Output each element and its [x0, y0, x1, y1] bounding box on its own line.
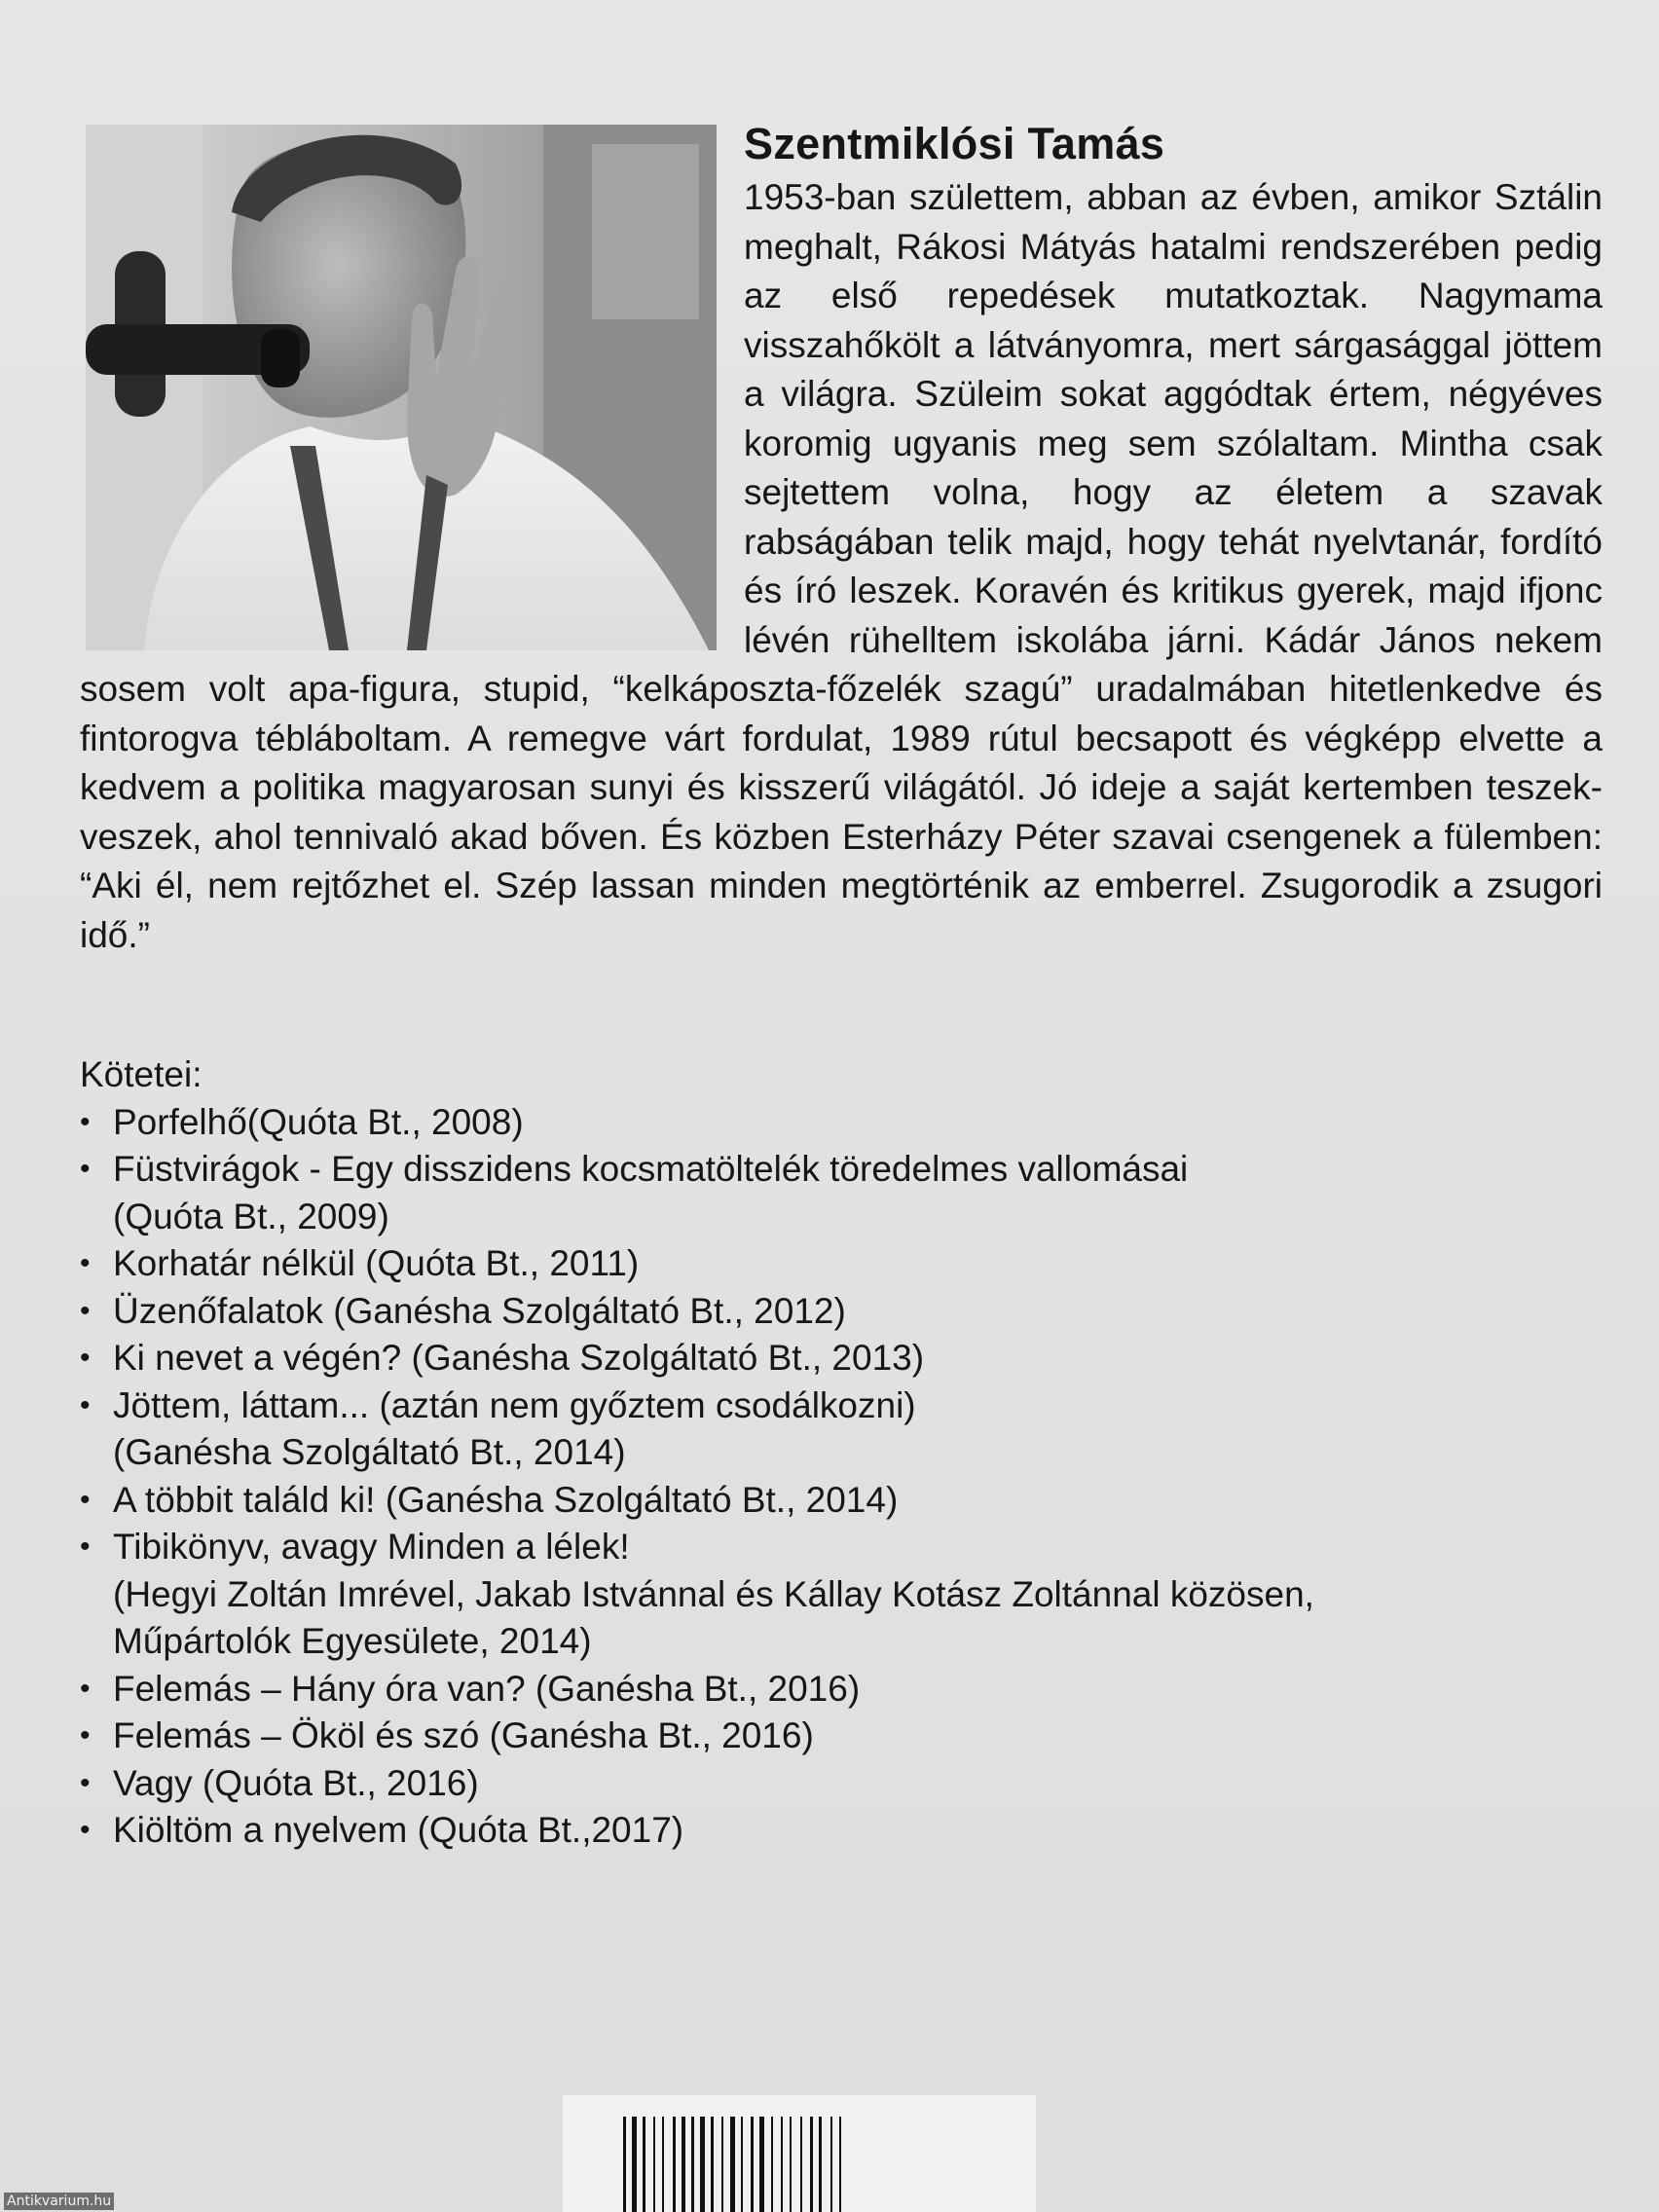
barcode-bar [653, 2117, 655, 2212]
volume-title: A többit találd ki! (Ganésha Szolgáltató Bt., 2014) [113, 1479, 899, 1520]
volumes-list [80, 1099, 1599, 1855]
volume-title: Üzenőfalatok (Ganésha Szolgáltató Bt., 2012) [113, 1290, 846, 1331]
list-item [80, 1760, 1599, 1808]
volume-title: Felemás – Ököl és szó (Ganésha Bt., 2016) [113, 1715, 814, 1755]
barcode-bar [839, 2117, 841, 2212]
bullet-icon: • [80, 1342, 91, 1374]
barcode [563, 2095, 1036, 2212]
list-item [80, 1382, 1599, 1477]
barcode-bar [790, 2117, 792, 2212]
author-bio: 1953-ban születtem, abban az évben, amikor Sztálin meghalt, Rákosi Mátyás hatalmi rendszerében pedig az első repedések mutatkoztak. Nagymama visszahőkölt a látványomra, mert sárgasággal jöttem a világra. Szüleim sokat aggódtak értem, négyéves koromig ugyanis meg sem szólaltam. Mintha csak sejtettem volna, hogy az életem a szavak rabságában telik majd, hogy tehát nyelvtanár, fordító és író leszek. Koravén és kritikus gyerek, majd ifjonc lévén rühelltem iskolába járni. Kádár János nekem sosem volt apa-figura, stupid, “kelkáposzta-főzelék szagú” uradalmában hitetlenkedve és fintorogva tébláboltam. A remegve várt fordulat, 1989 rútul becsapott és végképp elvette a kedvem a politika magyarosan sunyi és kisszerű világától. Jó ideje a saját kertemben teszek-veszek, ahol tennivaló akad bőven. És közben Esterházy Péter szavai csengenek a fülemben: “Aki él, nem rejtőzhet el. Szép lassan minden megtörténik az emberrel. Zsugorodik a zsugori idő.” [80, 177, 1603, 955]
barcode-bar [759, 2117, 764, 2212]
volume-title: Porfelhő(Quóta Bt., 2008) [113, 1101, 524, 1142]
barcode-bar [632, 2117, 637, 2212]
volume-title: Ki nevet a végén? (Ganésha Szolgáltató Bt., 2013) [113, 1338, 925, 1378]
list-item [80, 1335, 1599, 1382]
barcode-bar [721, 2117, 723, 2212]
barcode-bar [741, 2117, 743, 2212]
barcode-bar [819, 2117, 822, 2212]
bullet-icon: • [80, 1483, 91, 1516]
list-item [80, 1477, 1599, 1525]
barcode-graphic [563, 2095, 1036, 2212]
volume-title: Tibikönyv, avagy Minden a lélek! [113, 1527, 630, 1567]
barcode-bar [810, 2117, 813, 2212]
barcode-bar [691, 2117, 694, 2212]
volume-publisher: (Ganésha Szolgáltató Bt., 2014) [113, 1432, 626, 1472]
list-item [80, 1288, 1599, 1336]
barcode-bar [830, 2117, 832, 2212]
bullet-icon: • [80, 1105, 91, 1138]
list-item [80, 1807, 1599, 1855]
volume-publisher: (Quóta Bt., 2009) [113, 1196, 389, 1236]
barcode-bar [673, 2117, 676, 2212]
volume-title: Felemás – Hány óra van? (Ganésha Bt., 2016) [113, 1668, 861, 1709]
bullet-icon: • [80, 1247, 91, 1279]
bullet-icon: • [80, 1530, 91, 1563]
barcode-bar [771, 2117, 773, 2212]
barcode-bar [751, 2117, 754, 2212]
barcode-bar [730, 2117, 735, 2212]
volumes-section [80, 1051, 1599, 1855]
barcode-bar [682, 2117, 685, 2212]
barcode-bar [662, 2117, 664, 2212]
bullet-icon: • [80, 1388, 91, 1421]
barcode-bar [800, 2117, 802, 2212]
bullet-icon: • [80, 1719, 91, 1751]
bullet-icon: • [80, 1294, 91, 1327]
bullet-icon: • [80, 1153, 91, 1185]
barcode-bar [700, 2117, 705, 2212]
volume-publisher: Műpártolók Egyesülete, 2014) [113, 1621, 592, 1661]
barcode-bar [643, 2117, 645, 2212]
volume-title: Füstvirágok - Egy disszidens kocsmatöltelék töredelmes vallomásai [113, 1149, 1189, 1189]
author-name: Szentmiklósi Tamás [744, 119, 1165, 168]
volume-title: Jöttem, láttam... (aztán nem győztem csodálkozni) [113, 1384, 916, 1425]
watermark: Antikvarium.hu [4, 2193, 114, 2210]
volume-title: Kiöltöm a nyelvem (Quóta Bt.,2017) [113, 1810, 684, 1850]
list-item [80, 1099, 1599, 1147]
list-item [80, 1146, 1599, 1240]
barcode-bar [623, 2117, 626, 2212]
volume-title: Vagy (Quóta Bt., 2016) [113, 1762, 479, 1803]
barcode-bar [781, 2117, 783, 2212]
bullet-icon: • [80, 1766, 91, 1799]
list-item [80, 1240, 1599, 1288]
list-item [80, 1524, 1599, 1666]
volumes-heading: Kötetei: [80, 1054, 203, 1094]
bullet-icon: • [80, 1672, 91, 1705]
list-item [80, 1713, 1599, 1760]
photo-spacer [80, 115, 744, 658]
barcode-bar [711, 2117, 714, 2212]
bullet-icon: • [80, 1814, 91, 1846]
author-section [80, 115, 1603, 960]
volume-title: Korhatár nélkül (Quóta Bt., 2011) [113, 1243, 640, 1283]
volume-coauthors: (Hegyi Zoltán Imrével, Jakab Istvánnal és Kállay Kotász Zoltánnal közösen, [113, 1573, 1314, 1614]
list-item [80, 1666, 1599, 1714]
